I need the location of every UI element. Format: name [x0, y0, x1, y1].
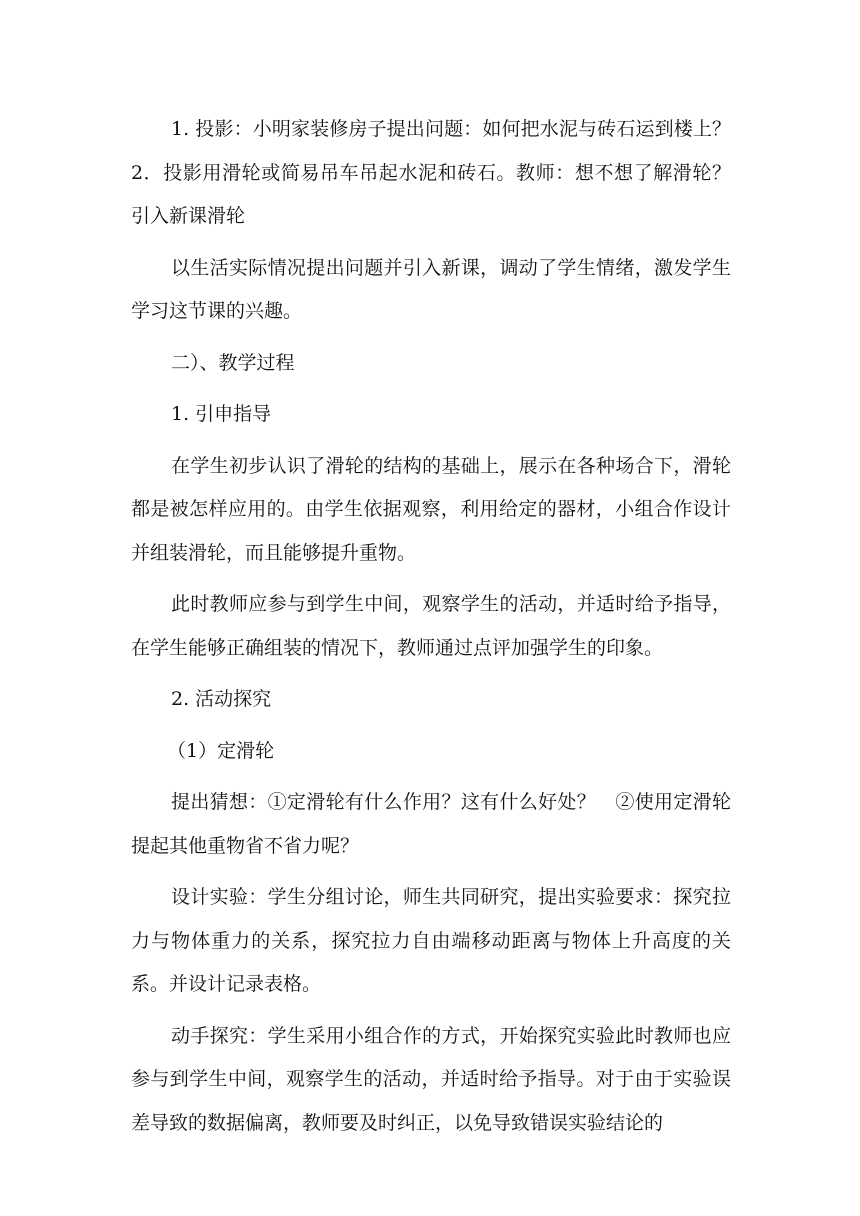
paragraph-hands-on-inquiry: 动手探究：学生采用小组合作的方式，开始探究实验此时教师也应参与到学生中间，观察学生的活动，并适时给予指导。对于由于实验误差导致的数据偏离，教师要及时纠正，以免导致错误实验结论的: [131, 1024, 731, 1134]
paragraph-intro-purpose: 以生活实际情况提出问题并引入新课，调动了学生情绪，激发学生学习这节课的兴趣。: [131, 256, 731, 322]
subheading-fixed-pulley: （1）定滑轮: [167, 739, 275, 762]
subheading-guidance: 1. 引申指导: [171, 403, 272, 425]
subheading-activity-inquiry: 2. 活动探究: [171, 688, 272, 710]
paragraph-projection-intro: 1. 投影：小明家装修房子提出问题：如何把水泥与砖石运到楼上？2．投影用滑轮或简易吊车吊起水泥和砖石。教师：想不想了解滑轮？引入新课滑轮: [131, 118, 731, 227]
paragraph-teacher-role: 此时教师应参与到学生中间，观察学生的活动，并适时给予指导，在学生能够正确组装的情况下，教师通过点评加强学生的印象。: [131, 593, 731, 659]
document-body: [131, 108, 731, 1153]
paragraph-experiment-design: 设计实验：学生分组讨论，师生共同研究，提出实验要求：探究拉力与物体重力的关系，探究拉力自由端移动距离与物体上升高度的关系。并设计记录表格。: [131, 886, 731, 995]
paragraph-guidance: 在学生初步认识了滑轮的结构的基础上，展示在各种场合下，滑轮都是被怎样应用的。由学生依据观察，利用给定的器材，小组合作设计并组装滑轮，而且能够提升重物。: [131, 454, 731, 564]
paragraph-hypothesis: 提出猜想：①定滑轮有什么作用？这有什么好处？ ②使用定滑轮提起其他重物省不省力呢？: [131, 791, 731, 857]
section-heading-teaching-process: 二）、教学过程: [171, 351, 295, 374]
